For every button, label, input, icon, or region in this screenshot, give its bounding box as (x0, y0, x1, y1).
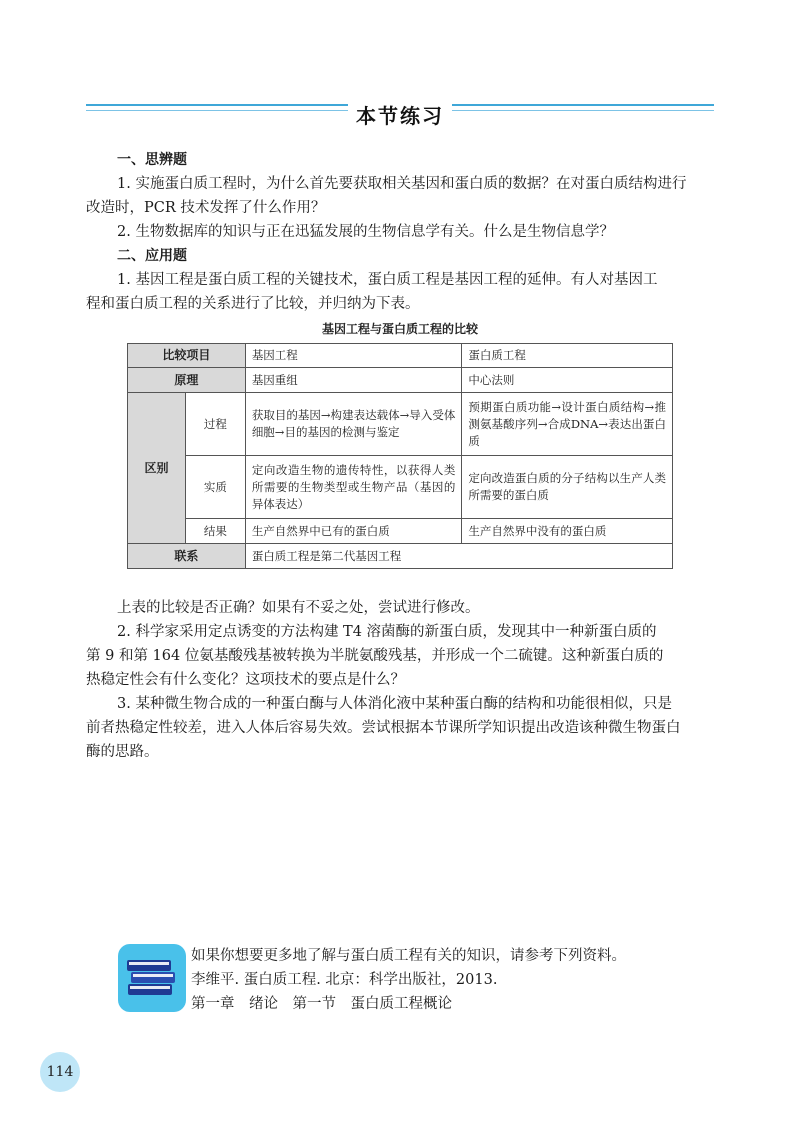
essence-protein: 定向改造蛋白质的分子结构以生产人类所需要的蛋白质 (462, 456, 673, 519)
after-table-text: 上表的比较是否正确？如果有不妥之处，尝试进行修改。 (117, 600, 480, 616)
part2-q2-line2: 第 9 和第 164 位氨基酸残基被转换为半胱氨酸残基，并形成一个二硫键。这种新蛋白质的 (86, 648, 664, 664)
table-row (128, 368, 673, 393)
part1-heading: 一、思辨题 (117, 152, 187, 168)
part1-q1-line1: 1. 实施蛋白质工程时，为什么首先要获取相关基因和蛋白质的数据？在对蛋白质结构进行 (117, 176, 687, 192)
reference-citation: 李维平. 蛋白质工程. 北京：科学出版社，2013. (191, 972, 498, 988)
part2-q2-line1: 2. 科学家采用定点诱变的方法构建 T4 溶菌酶的新蛋白质，发现其中一种新蛋白质的 (117, 624, 657, 640)
header-rule-left-top (86, 104, 348, 106)
principle-gene: 基因重组 (245, 368, 462, 393)
result-protein: 生产自然界中没有的蛋白质 (462, 519, 673, 544)
part2-q3-line2: 前者热稳定性较差，进入人体后容易失效。尝试根据本节课所学知识提出改造该种微生物蛋白 (86, 720, 681, 736)
book-stack-icon (118, 944, 186, 1012)
result-gene: 生产自然界中已有的蛋白质 (245, 519, 462, 544)
part2-q2-line3: 热稳定性会有什么变化？这项技术的要点是什么？ (86, 672, 405, 688)
table-row (128, 519, 673, 544)
table-row (128, 456, 673, 519)
table-caption: 基因工程与蛋白质工程的比较 (321, 322, 478, 336)
header-rule-right-bottom (452, 110, 714, 111)
process-label: 过程 (185, 393, 245, 456)
process-protein: 预期蛋白质功能→设计蛋白质结构→推测氨基酸序列→合成DNA→表达出蛋白质 (462, 393, 673, 456)
header-gene-engineering: 基因工程 (245, 344, 462, 368)
comparison-table (127, 343, 673, 569)
result-label: 结果 (185, 519, 245, 544)
page-number: 114 (40, 1052, 80, 1092)
part2-q1-line2: 程和蛋白质工程的关系进行了比较，并归纳为下表。 (86, 296, 420, 312)
header-rule-left-bottom (86, 110, 348, 111)
part2-q3-line1: 3. 某种微生物合成的一种蛋白酶与人体消化液中某种蛋白酶的结构和功能很相似，只是 (117, 696, 672, 712)
part1-q2: 2. 生物数据库的知识与正在迅猛发展的生物信息学有关。什么是生物信息学？ (117, 224, 614, 240)
section-title: 本节练习 (356, 104, 444, 128)
reference-chapter: 第一章 绪论 第一节 蛋白质工程概论 (191, 996, 452, 1012)
part2-heading: 二、应用题 (117, 248, 187, 264)
table-row (128, 544, 673, 569)
part2-q1-line1: 1. 基因工程是蛋白质工程的关键技术，蛋白质工程是基因工程的延伸。有人对基因工 (117, 272, 658, 288)
header-protein-engineering: 蛋白质工程 (462, 344, 673, 368)
process-gene: 获取目的基因→构建表达载体→导入受体细胞→目的基因的检测与鉴定 (245, 393, 462, 456)
relation-value: 蛋白质工程是第二代基因工程 (245, 544, 672, 569)
principle-protein: 中心法则 (462, 368, 673, 393)
essence-gene: 定向改造生物的遗传特性，以获得人类所需要的生物类型或生物产品（基因的异体表达） (245, 456, 462, 519)
table-row (128, 344, 673, 368)
reference-intro: 如果你想要更多地了解与蛋白质工程有关的知识，请参考下列资料。 (191, 948, 626, 964)
header-rule-right-top (452, 104, 714, 106)
part2-q3-line3: 酶的思路。 (86, 744, 159, 760)
header-compare-item: 比较项目 (128, 344, 246, 368)
difference-group-label: 区别 (128, 393, 186, 544)
essence-label: 实质 (185, 456, 245, 519)
table-row (128, 393, 673, 456)
part1-q1-line2: 改造时，PCR 技术发挥了什么作用？ (86, 200, 326, 216)
principle-label: 原理 (128, 368, 246, 393)
relation-label: 联系 (128, 544, 246, 569)
